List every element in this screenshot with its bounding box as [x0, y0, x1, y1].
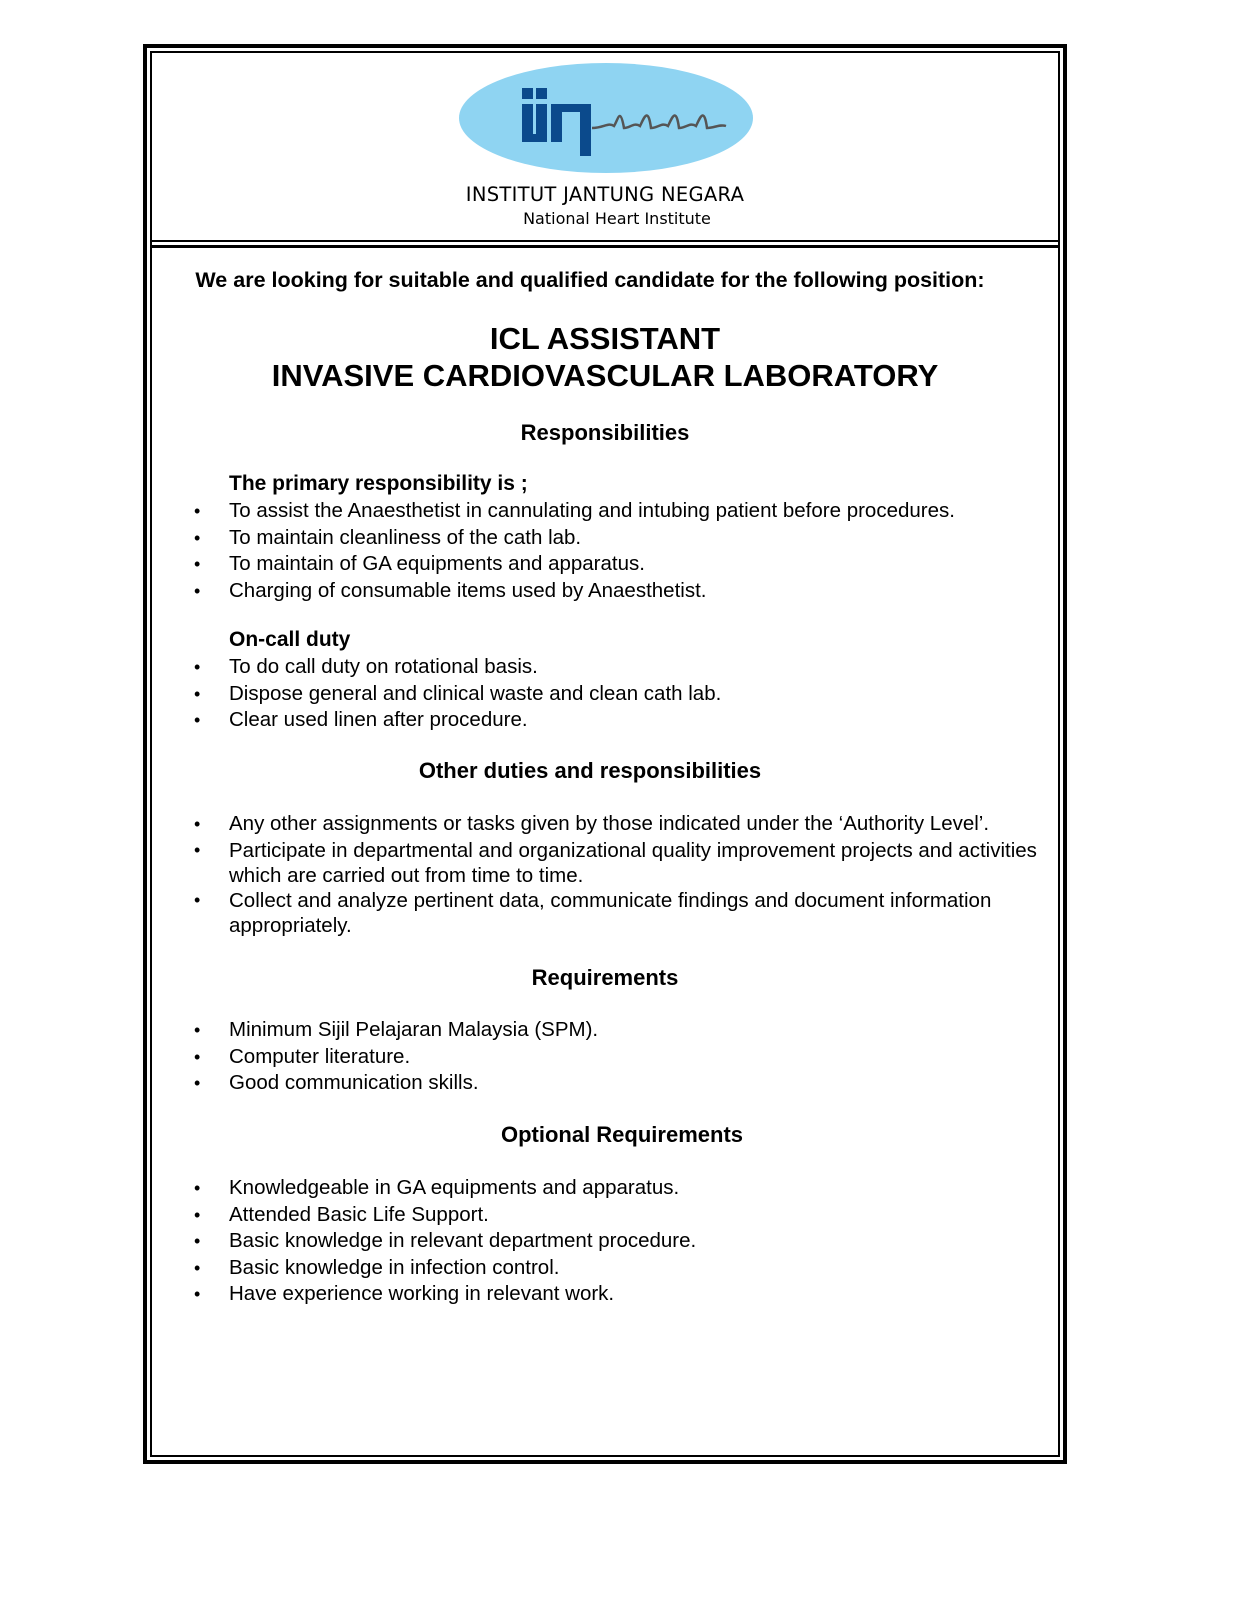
bullet-icon: • [194, 839, 201, 860]
other-duties-heading: Other duties and responsibilities [418, 758, 762, 783]
list-item: • Any other assignments or tasks given by those indicated under the ‘Authority Level’. [0, 811, 1059, 838]
requirements-list [0, 1017, 1059, 1097]
list-item: • Knowledgeable in GA equipments and apparatus. [0, 1175, 1059, 1202]
primary-responsibility-list [0, 498, 1059, 604]
ijn-logo [458, 62, 754, 174]
list-item: • To maintain cleanliness of the cath lab. [0, 525, 1059, 552]
intro-text: We are looking for suitable and qualified candidate for the following position: [195, 268, 985, 292]
bullet-icon: • [194, 657, 201, 677]
primary-responsibility-heading: The primary responsibility is ; [229, 472, 528, 495]
bullet-icon: • [194, 1257, 201, 1278]
logo-letter-i [522, 104, 533, 134]
position-title: ICL ASSISTANT [489, 321, 721, 356]
bullet-icon: • [194, 683, 201, 704]
list-item: • Participate in departmental and organizational quality improvement projects and activities which are carried out from time to time. [194, 838, 1037, 887]
bullet-icon: • [194, 1073, 201, 1093]
logo-letter-i-dot [522, 88, 533, 99]
optional-requirements-heading: Optional Requirements [500, 1122, 744, 1147]
responsibilities-heading: Responsibilities [520, 420, 690, 445]
bullet-icon: • [194, 554, 201, 574]
list-item: • Collect and analyze pertinent data, communicate findings and document information appropriately. [194, 888, 992, 937]
bullet-icon: • [194, 1204, 201, 1225]
bullet-icon: • [194, 1231, 201, 1251]
other-duties-list [0, 811, 1059, 938]
list-item: • Minimum Sijil Pelajaran Malaysia (SPM). [0, 1017, 1059, 1044]
bullet-icon: • [194, 527, 201, 548]
list-item: • To assist the Anaesthetist in cannulating and intubing patient before procedures. [0, 498, 1059, 525]
list-item: • To do call duty on rotational basis. [0, 654, 1059, 681]
bullet-icon: • [194, 580, 201, 601]
position-department: INVASIVE CARDIOVASCULAR LABORATORY [271, 358, 939, 393]
org-subname: National Heart Institute [523, 209, 711, 228]
list-item: • Computer literature. [0, 1044, 1059, 1071]
optional-requirements-list [0, 1175, 1059, 1308]
bullet-icon: • [194, 1284, 201, 1304]
bullet-icon: • [194, 1178, 201, 1198]
list-item: • Good communication skills. [0, 1070, 1059, 1097]
org-name: INSTITUT JANTUNG NEGARA [465, 183, 745, 206]
bullet-icon: • [194, 710, 201, 730]
list-item: • Dispose general and clinical waste and clean cath lab. [0, 681, 1059, 708]
requirements-heading: Requirements [531, 965, 679, 990]
oncall-duty-list [0, 654, 1059, 734]
bullet-icon: • [194, 1046, 201, 1067]
bullet-icon: • [194, 814, 201, 834]
list-item: • Charging of consumable items used by Anaesthetist. [0, 578, 1059, 605]
list-item: • Basic knowledge in infection control. [0, 1255, 1059, 1282]
list-item: • Clear used linen after procedure. [0, 707, 1059, 734]
logo-ellipse [459, 63, 753, 173]
list-item: • Basic knowledge in relevant department procedure. [0, 1228, 1059, 1255]
list-item: • To maintain of GA equipments and apparatus. [0, 551, 1059, 578]
bullet-icon: • [194, 501, 201, 521]
header-divider [150, 240, 1060, 248]
list-item: • Attended Basic Life Support. [0, 1202, 1059, 1229]
oncall-duty-heading: On-call duty [229, 628, 351, 651]
bullet-icon: • [194, 1020, 201, 1040]
logo-letter-j-dot [536, 88, 547, 99]
bullet-icon: • [194, 889, 201, 910]
list-item: • Have experience working in relevant work. [0, 1281, 1059, 1308]
